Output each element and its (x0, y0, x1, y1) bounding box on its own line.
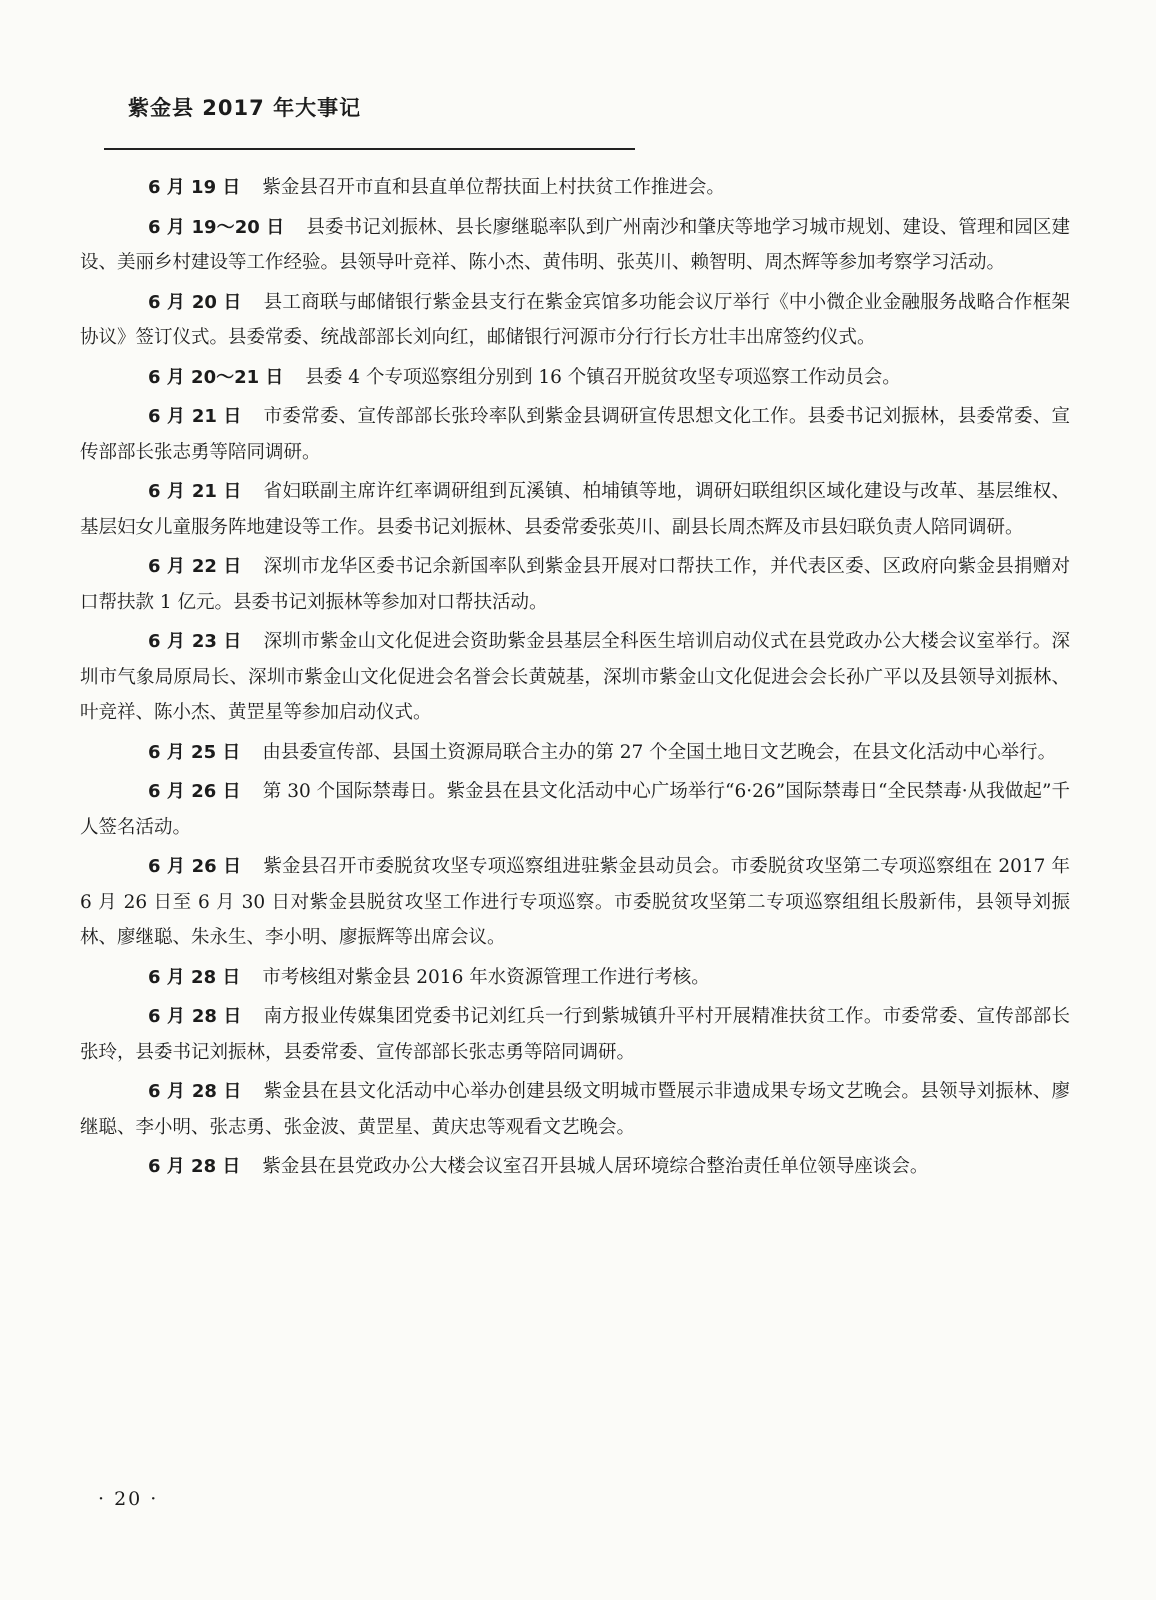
chronicle-entries (80, 170, 1070, 1189)
entry-date: 6 月 26 日 (148, 856, 242, 877)
chronicle-entry (80, 999, 1070, 1070)
entry-text: 深圳市龙华区委书记余新国率队到紫金县开展对口帮扶工作，并代表区委、区政府向紫金县捐赠对口帮扶款 1 亿元。县委书记刘振林等参加对口帮扶活动。 (80, 556, 1070, 613)
chronicle-entry (80, 210, 1070, 281)
entry-text: 县委 4 个专项巡察组分别到 16 个镇召开脱贫攻坚专项巡察工作动员会。 (305, 366, 901, 388)
entry-text: 紫金县召开市委脱贫攻坚专项巡察组进驻紫金县动员会。市委脱贫攻坚第二专项巡察组在 2017 年 6 月 26 日至 6 月 30 日对紫金县脱贫攻坚工作进行专项巡察。市委脱贫攻坚第二专项巡察组组长殷新伟，县领导刘振林、廖继聪、朱永生、李小明、廖振辉等出席会议。 (80, 856, 1070, 948)
entry-text: 县工商联与邮储银行紫金县支行在紫金宾馆多功能会议厅举行《中小微企业金融服务战略合作框架协议》签订仪式。县委常委、统战部部长刘向红，邮储银行河源市分行行长方壮丰出席签约仪式。 (80, 291, 1070, 348)
chronicle-entry (80, 360, 1070, 396)
entry-date: 6 月 21 日 (148, 481, 242, 502)
entry-date: 6 月 23 日 (148, 631, 242, 652)
entry-text: 南方报业传媒集团党委书记刘红兵一行到紫城镇升平村开展精准扶贫工作。市委常委、宣传部部长张玲，县委书记刘振林，县委常委、宣传部部长张志勇等陪同调研。 (80, 1006, 1070, 1063)
entry-date: 6 月 28 日 (148, 1006, 242, 1027)
chronicle-entry (80, 624, 1070, 731)
chronicle-entry (80, 170, 1070, 206)
chronicle-entry (80, 774, 1070, 845)
entry-text: 县委书记刘振林、县长廖继聪率队到广州南沙和肇庆等地学习城市规划、建设、管理和园区建设、美丽乡村建设等工作经验。县领导叶竞祥、陈小杰、黄伟明、张英川、赖智明、周杰辉等参加考察学习活动。 (80, 216, 1070, 273)
entry-text: 深圳市紫金山文化促进会资助紫金县基层全科医生培训启动仪式在县党政办公大楼会议室举行。深圳市气象局原局长、深圳市紫金山文化促进会名誉会长黄兢基，深圳市紫金山文化促进会会长孙广平以及县领导刘振林、叶竞祥、陈小杰、黄罡星等参加启动仪式。 (80, 631, 1070, 723)
page-number: · 20 · (98, 1488, 159, 1510)
entry-text: 省妇联副主席许红率调研组到瓦溪镇、柏埔镇等地，调研妇联组织区域化建设与改革、基层维权、基层妇女儿童服务阵地建设等工作。县委书记刘振林、县委常委张英川、副县长周杰辉及市县妇联负责人陪同调研。 (80, 481, 1070, 538)
chronicle-entry (80, 1074, 1070, 1145)
entry-text: 紫金县在县文化活动中心举办创建县级文明城市暨展示非遗成果专场文艺晚会。县领导刘振林、廖继聪、李小明、张志勇、张金波、黄罡星、黄庆忠等观看文艺晚会。 (80, 1081, 1070, 1138)
chronicle-entry (80, 399, 1070, 470)
chronicle-entry (80, 474, 1070, 545)
entry-date: 6 月 21 日 (148, 406, 242, 427)
entry-date: 6 月 26 日 (148, 781, 241, 802)
chronicle-entry (80, 1149, 1070, 1185)
chronicle-entry (80, 960, 1070, 996)
entry-date: 6 月 22 日 (148, 556, 242, 577)
entry-date: 6 月 28 日 (148, 1156, 241, 1177)
entry-date: 6 月 19 日 (148, 177, 241, 198)
header-rule (104, 148, 635, 150)
entry-text: 紫金县在县党政办公大楼会议室召开县城人居环境综合整治责任单位领导座谈会。 (262, 1156, 929, 1177)
entry-date: 6 月 28 日 (148, 966, 241, 988)
entry-text: 市委常委、宣传部部长张玲率队到紫金县调研宣传思想文化工作。县委书记刘振林，县委常委、宣传部部长张志勇等陪同调研。 (80, 406, 1070, 463)
chronicle-entry (80, 849, 1070, 956)
entry-date: 6 月 25 日 (148, 741, 241, 763)
chronicle-entry (80, 285, 1070, 356)
entry-text: 由县委宣传部、县国土资源局联合主办的第 27 个全国土地日文艺晚会，在县文化活动中心举行。 (262, 741, 1057, 763)
entry-date: 6 月 20～21 日 (148, 366, 284, 388)
entry-date: 6 月 20 日 (148, 291, 242, 313)
entry-date: 6 月 19～20 日 (148, 216, 285, 238)
chronicle-entry (80, 549, 1070, 620)
entry-text: 紫金县召开市直和县直单位帮扶面上村扶贫工作推进会。 (262, 177, 725, 198)
entry-text: 市考核组对紫金县 2016 年水资源管理工作进行考核。 (262, 966, 710, 988)
entry-text: 第 30 个国际禁毒日。紫金县在县文化活动中心广场举行“6·26”国际禁毒日“全民禁毒·从我做起”千人签名活动。 (80, 781, 1070, 838)
entry-date: 6 月 28 日 (148, 1081, 242, 1102)
chronicle-entry (80, 735, 1070, 771)
running-header-title: 紫金县 2017 年大事记 (128, 96, 362, 120)
